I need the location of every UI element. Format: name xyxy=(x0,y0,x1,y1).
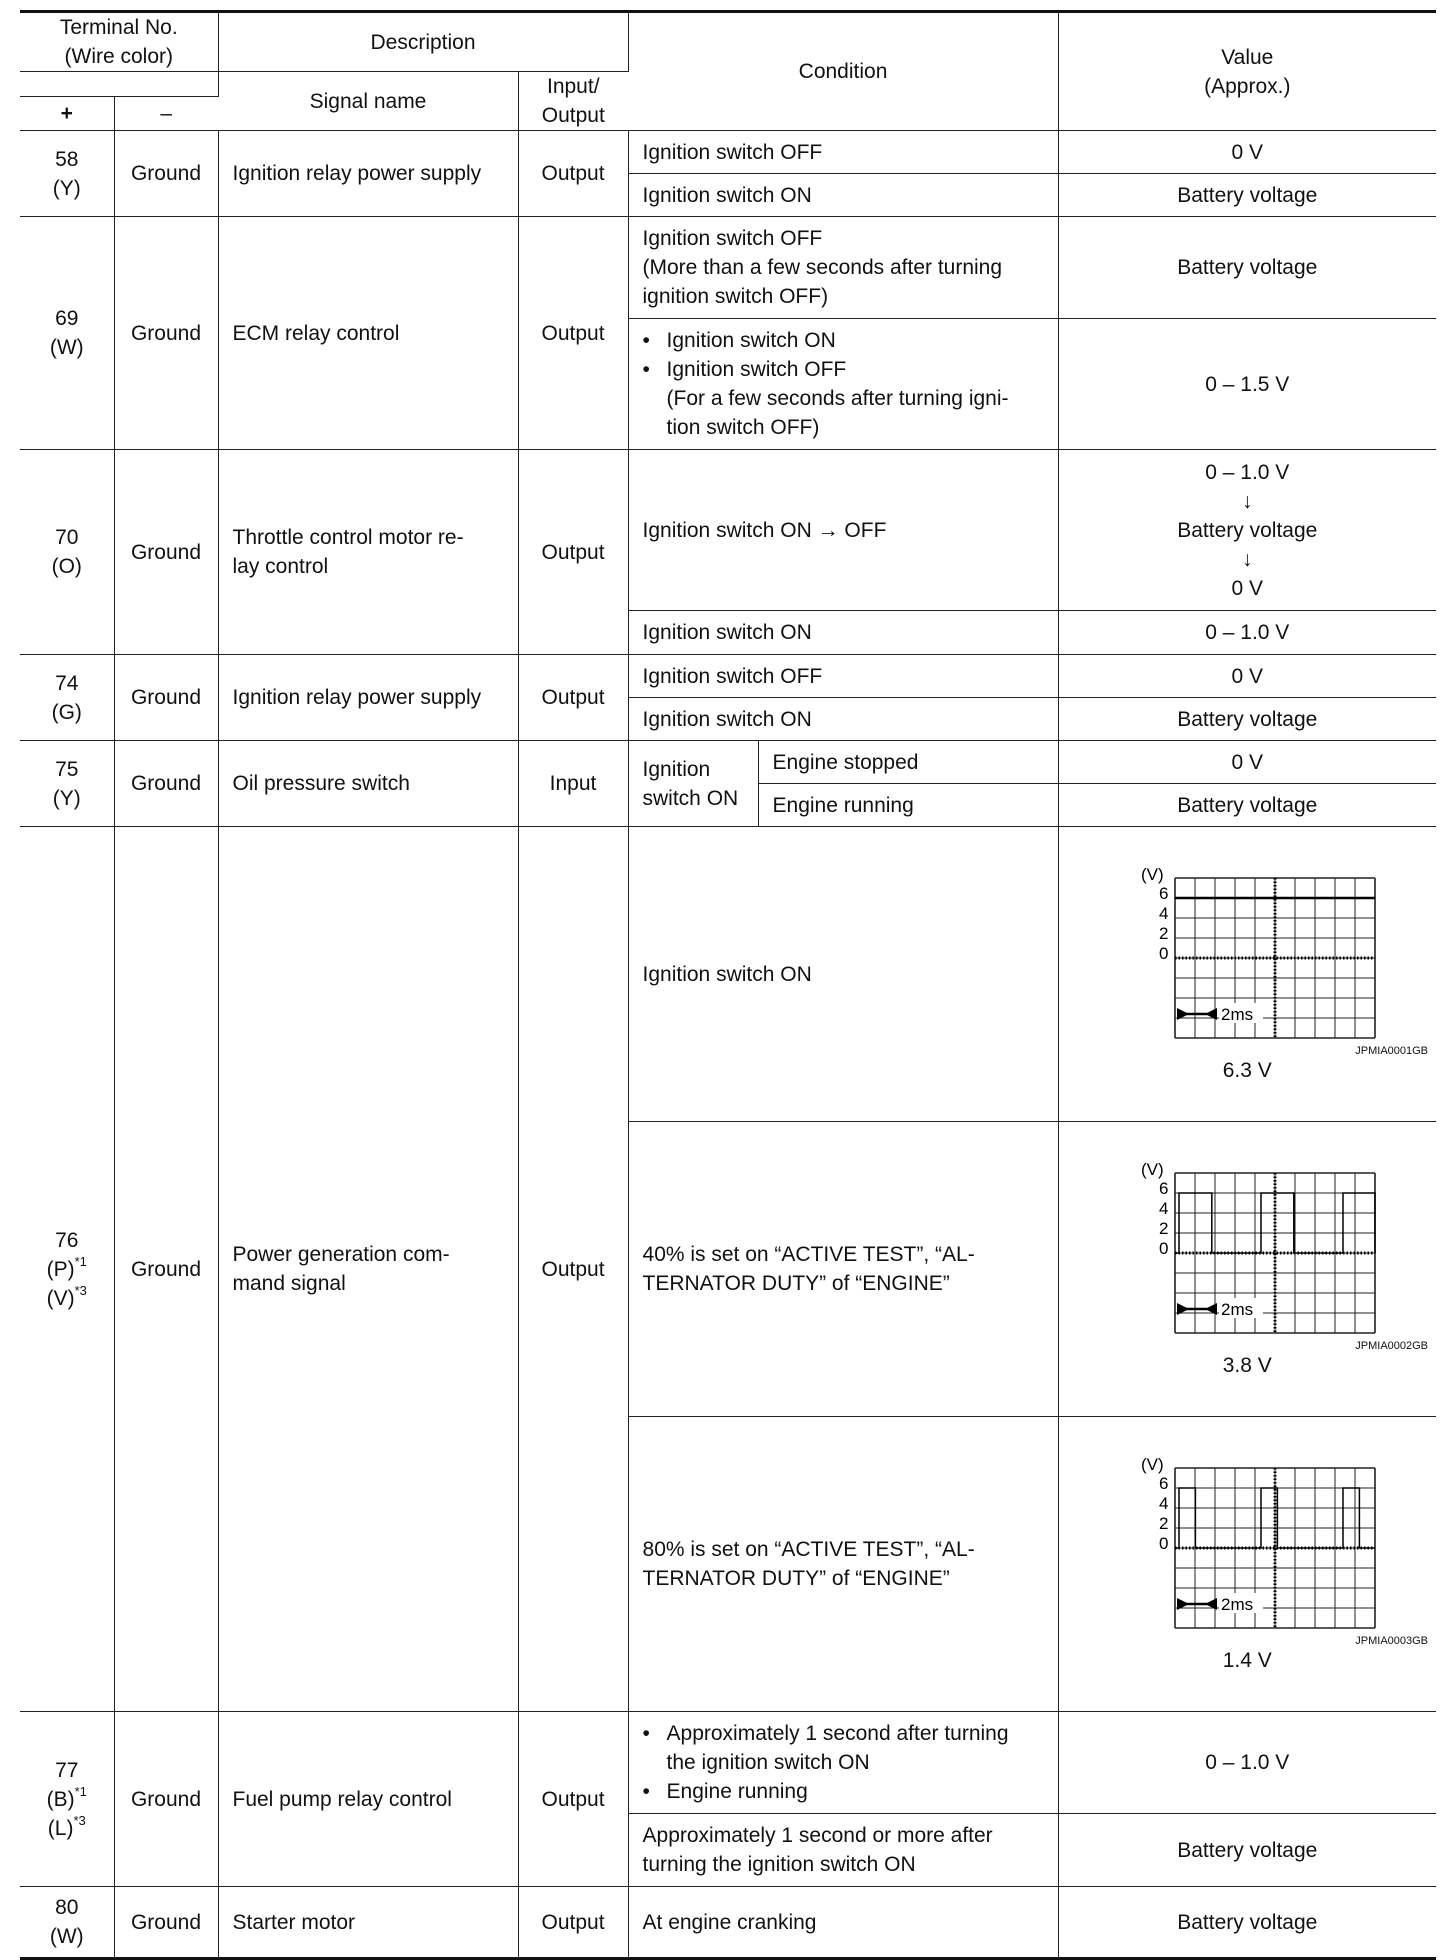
signal-77: Fuel pump relay control xyxy=(218,1712,518,1887)
terminal-74: 74 (G) xyxy=(20,655,114,741)
io-77: Output xyxy=(518,1712,628,1887)
io-76: Output xyxy=(518,827,628,1712)
value-75-1: 0 V xyxy=(1058,741,1436,784)
time-scale-label: 2ms xyxy=(1221,1005,1254,1024)
scope-tick-label: 6 xyxy=(1159,1179,1169,1198)
description-header: Description xyxy=(218,12,628,72)
terminal-no-header: Terminal No. (Wire color) xyxy=(20,12,218,72)
condition-75-2: Engine running xyxy=(758,784,1058,827)
list-item: • Ignition switch OFF (For a few seconds after turning igni- tion switch OFF) xyxy=(643,355,1058,442)
condition-77-2: Approximately 1 second or more after turning the ignition switch ON xyxy=(628,1814,1058,1887)
io-70: Output xyxy=(518,450,628,655)
oscilloscope-waveform xyxy=(1117,1454,1377,1634)
terminal-76: 76 $(P)^{*1}$ $(V)^{*3}$ xyxy=(20,827,114,1712)
scope-tick-label: 4 xyxy=(1159,1199,1169,1218)
value-58-2: Battery voltage xyxy=(1058,174,1436,217)
condition-80: At engine cranking xyxy=(628,1887,1058,1959)
value-75-2: Battery voltage xyxy=(1058,784,1436,827)
io-74: Output xyxy=(518,655,628,741)
condition-58-1: Ignition switch OFF xyxy=(628,131,1058,174)
condition-69-2 xyxy=(628,319,1058,450)
signal-70: Throttle control motor re- lay control xyxy=(218,450,518,655)
value-70-1: 0 – 1.0 V ↓ Battery voltage ↓ 0 V xyxy=(1058,450,1436,611)
value-76-2 xyxy=(1058,1122,1436,1417)
plus-header: + xyxy=(20,96,114,130)
condition-58-2: Ignition switch ON xyxy=(628,174,1058,217)
signal-58: Ignition relay power supply xyxy=(218,131,518,217)
value-header: Value (Approx.) xyxy=(1058,12,1436,131)
figure-code: JPMIA0002GB xyxy=(1355,1340,1429,1352)
terminal-table xyxy=(20,10,1436,1960)
scope-tick-label: 4 xyxy=(1159,1494,1169,1513)
oscilloscope-waveform xyxy=(1117,1159,1377,1339)
list-item: • Ignition switch ON xyxy=(643,326,1058,355)
list-item: • Engine running xyxy=(643,1777,1058,1806)
condition-76-1: Ignition switch ON xyxy=(628,827,1058,1122)
ground-77: Ground xyxy=(114,1712,218,1887)
value-76-1 xyxy=(1058,827,1436,1122)
value-77-2: Battery voltage xyxy=(1058,1814,1436,1887)
value-58-1: 0 V xyxy=(1058,131,1436,174)
condition-76-2: 40% is set on “ACTIVE TEST”, “AL- TERNATOR DUTY” of “ENGINE” xyxy=(628,1122,1058,1417)
scope-tick-label: 0 xyxy=(1159,1239,1169,1258)
scope-tick-label: 6 xyxy=(1159,1474,1169,1493)
scope-tick-label: 2 xyxy=(1159,1514,1169,1533)
scope-tick-label: 2 xyxy=(1159,924,1169,943)
ground-75: Ground xyxy=(114,741,218,827)
value-69-2: 0 – 1.5 V xyxy=(1058,319,1436,450)
scope-tick-label: 2 xyxy=(1159,1219,1169,1238)
scope-unit-label: (V) xyxy=(1141,1160,1164,1179)
condition-75: Ignition switch ON xyxy=(628,741,758,827)
io-69: Output xyxy=(518,217,628,450)
terminal-70: 70 (O) xyxy=(20,450,114,655)
value-80: Battery voltage xyxy=(1058,1887,1436,1959)
figure-code: JPMIA0003GB xyxy=(1355,1635,1429,1647)
value-74-2: Battery voltage xyxy=(1058,698,1436,741)
condition-74-2: Ignition switch ON xyxy=(628,698,1058,741)
io-80: Output xyxy=(518,1887,628,1959)
ground-70: Ground xyxy=(114,450,218,655)
signal-name-header: Signal name xyxy=(218,72,518,131)
figure-code: JPMIA0001GB xyxy=(1355,1045,1429,1057)
terminal-69: 69 (W) xyxy=(20,217,114,450)
signal-80: Starter motor xyxy=(218,1887,518,1959)
terminal-75: 75 (Y) xyxy=(20,741,114,827)
time-scale-label: 2ms xyxy=(1221,1300,1254,1319)
down-arrow-icon: ↓ xyxy=(1242,547,1253,571)
io-75: Input xyxy=(518,741,628,827)
condition-70-1: Ignition switch ON → OFF xyxy=(628,450,1058,611)
ground-76: Ground xyxy=(114,827,218,1712)
value-74-1: 0 V xyxy=(1058,655,1436,698)
terminal-77: 77 $(B)^{*1}$ $(L)^{*3}$ xyxy=(20,1712,114,1887)
scope-tick-label: 0 xyxy=(1159,944,1169,963)
io-58: Output xyxy=(518,131,628,217)
value-69-1: Battery voltage xyxy=(1058,217,1436,319)
condition-74-1: Ignition switch OFF xyxy=(628,655,1058,698)
value-76-3-text: 1.4 V xyxy=(1222,1649,1272,1672)
ground-58: Ground xyxy=(114,131,218,217)
down-arrow-icon: ↓ xyxy=(1242,489,1253,513)
io-header: Input/ Output xyxy=(518,72,628,131)
signal-69: ECM relay control xyxy=(218,217,518,450)
scope-tick-label: 0 xyxy=(1159,1534,1169,1553)
value-76-2-text: 3.8 V xyxy=(1222,1354,1272,1377)
scope-tick-label: 6 xyxy=(1159,884,1169,903)
value-76-1-text: 6.3 V xyxy=(1222,1059,1272,1082)
value-76-3 xyxy=(1058,1417,1436,1712)
condition-70-2: Ignition switch ON xyxy=(628,611,1058,655)
condition-75-1: Engine stopped xyxy=(758,741,1058,784)
scope-unit-label: (V) xyxy=(1141,1455,1164,1474)
signal-75: Oil pressure switch xyxy=(218,741,518,827)
scope-tick-label: 4 xyxy=(1159,904,1169,923)
terminal-58: 58 (Y) xyxy=(20,131,114,217)
value-77-1: 0 – 1.0 V xyxy=(1058,1712,1436,1814)
ground-80: Ground xyxy=(114,1887,218,1959)
oscilloscope-waveform xyxy=(1117,864,1377,1044)
list-item: • Approximately 1 second after turning the ignition switch ON xyxy=(643,1719,1058,1777)
scope-unit-label: (V) xyxy=(1141,865,1164,884)
ground-69: Ground xyxy=(114,217,218,450)
condition-76-3: 80% is set on “ACTIVE TEST”, “AL- TERNATOR DUTY” of “ENGINE” xyxy=(628,1417,1058,1712)
terminal-no-header-cont xyxy=(20,72,218,97)
time-scale-label: 2ms xyxy=(1221,1595,1254,1614)
terminal-80: 80 (W) xyxy=(20,1887,114,1959)
minus-header: – xyxy=(114,96,218,130)
ground-74: Ground xyxy=(114,655,218,741)
condition-69-1: Ignition switch OFF (More than a few seconds after turning ignition switch OFF) xyxy=(628,217,1058,319)
signal-76: Power generation com- mand signal xyxy=(218,827,518,1712)
condition-header: Condition xyxy=(628,12,1058,131)
signal-74: Ignition relay power supply xyxy=(218,655,518,741)
condition-77-1 xyxy=(628,1712,1058,1814)
value-70-2: 0 – 1.0 V xyxy=(1058,611,1436,655)
